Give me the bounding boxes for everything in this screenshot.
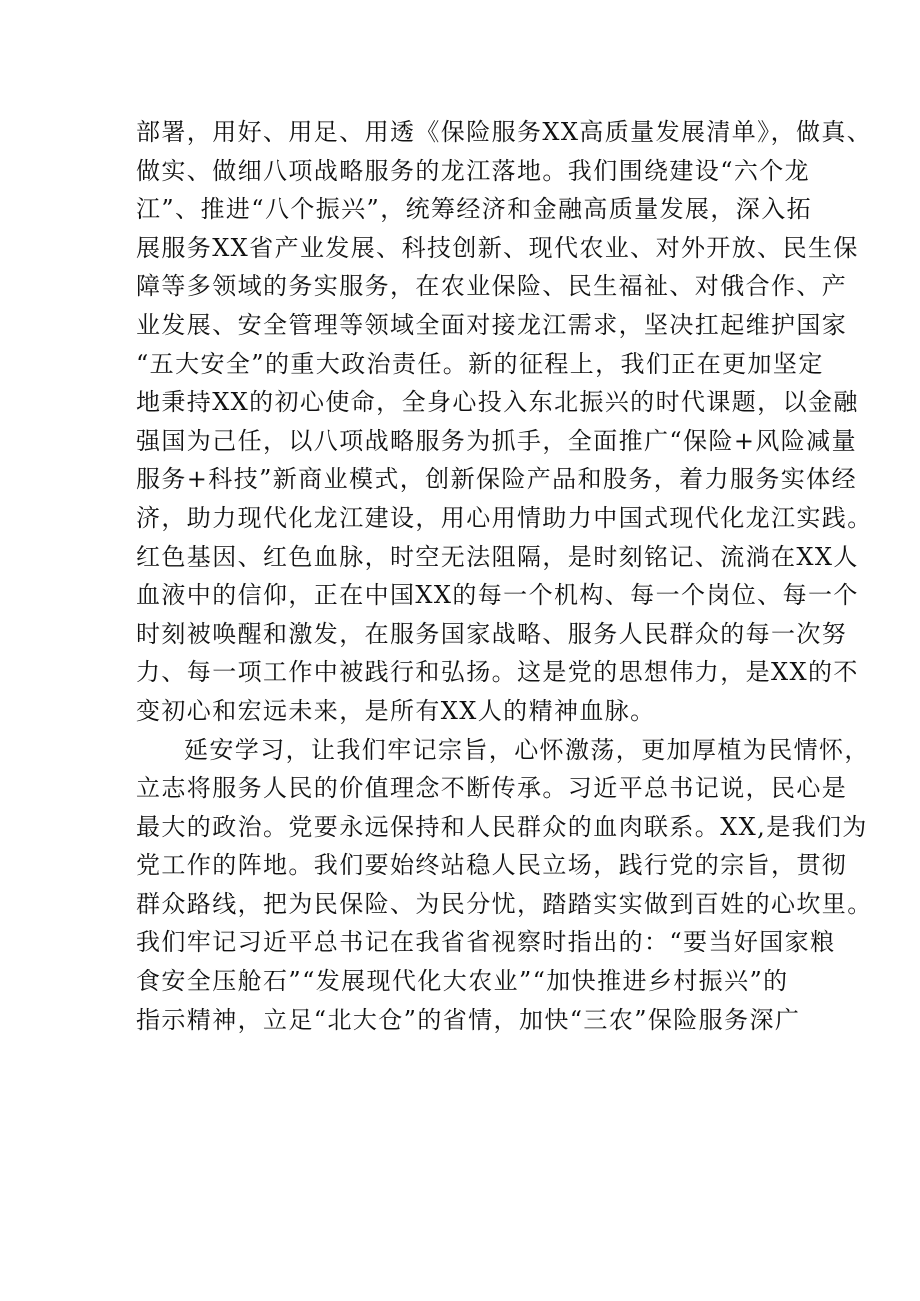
text-line: 党工作的阵地。我们要始终站稳人民立场，践行党的宗旨，贯彻 xyxy=(136,851,848,880)
text-line: 我们牢记习近平总书记在我省省视察时指出的：“要当好国家粮 xyxy=(136,928,836,957)
text-line: 群众路线，把为民保险、为民分忧，踏踏实实做到百姓的心坎里。 xyxy=(136,889,873,918)
text-line: 指示精神，立足“北大仓”的省情，加快“三农”保险服务深广 xyxy=(136,1005,801,1034)
text-line: 江”、推进“八个振兴”，统筹经济和金融高质量发展，深入拓 xyxy=(136,195,813,224)
document-body xyxy=(136,113,873,1039)
text-line: 时刻被唤醒和激发，在服务国家战略、服务人民群众的每一次努 xyxy=(136,619,848,648)
text-line: 部署，用好、用足、用透《保险服务XX高质量发展清单》，做真、 xyxy=(136,118,873,146)
text-line: 最大的政治。党要永远保持和人民群众的血肉联系。XX,是我们为 xyxy=(136,812,868,841)
text-line: 服务+科技”新商业模式，创新保险产品和股务，着力服务实体经 xyxy=(136,465,857,494)
text-line: 红色基因、红色血脉，时空无法阻隔，是时刻铭记、流淌在XX人 xyxy=(136,542,859,571)
text-line: 变初心和宏远未来，是所有XX人的精神血脉。 xyxy=(136,696,656,725)
paragraph-1 xyxy=(136,113,873,731)
text-line: 食安全压舱石”“发展现代化大农业”“加快推进乡村振兴”的 xyxy=(136,967,789,996)
text-line: 做实、做细八项战略服务的龙江落地。我们围绕建设“六个龙 xyxy=(136,156,811,185)
paragraph-2 xyxy=(136,731,873,1040)
text-line: 业发展、安全管理等领域全面对接龙江需求，坚决扛起维护国家 xyxy=(136,310,848,339)
text-line-indented: 延安学习，让我们牢记宗旨，心怀激荡，更加厚植为民情怀， xyxy=(184,735,870,764)
text-line: 障等多领域的务实服务，在农业保险、民生福祉、对俄合作、产 xyxy=(136,272,848,301)
text-line: 血液中的信仰，正在中国XX的每一个机构、每一个岗位、每一个 xyxy=(136,581,859,610)
text-line: 展服务XX省产业发展、科技创新、现代农业、对外开放、民生保 xyxy=(136,233,859,262)
text-line: 济，助力现代化龙江建设，用心用情助力中国式现代化龙江实践。 xyxy=(136,503,873,532)
text-line: 力、每一项工作中被践行和弘扬。这是党的思想伟力，是XX的不 xyxy=(136,658,859,687)
text-line: 立志将服务人民的价值理念不断传承。习近平总书记说，民心是 xyxy=(136,774,848,803)
text-line: 强国为己任，以八项战略服务为抓手，全面推广“保险+风险减量 xyxy=(136,426,857,455)
text-line: “五大安全”的重大政治责任。新的征程上，我们正在更加坚定 xyxy=(136,349,824,378)
text-line: 地秉持XX的初心使命，全身心投入东北振兴的时代课题，以金融 xyxy=(136,388,859,417)
